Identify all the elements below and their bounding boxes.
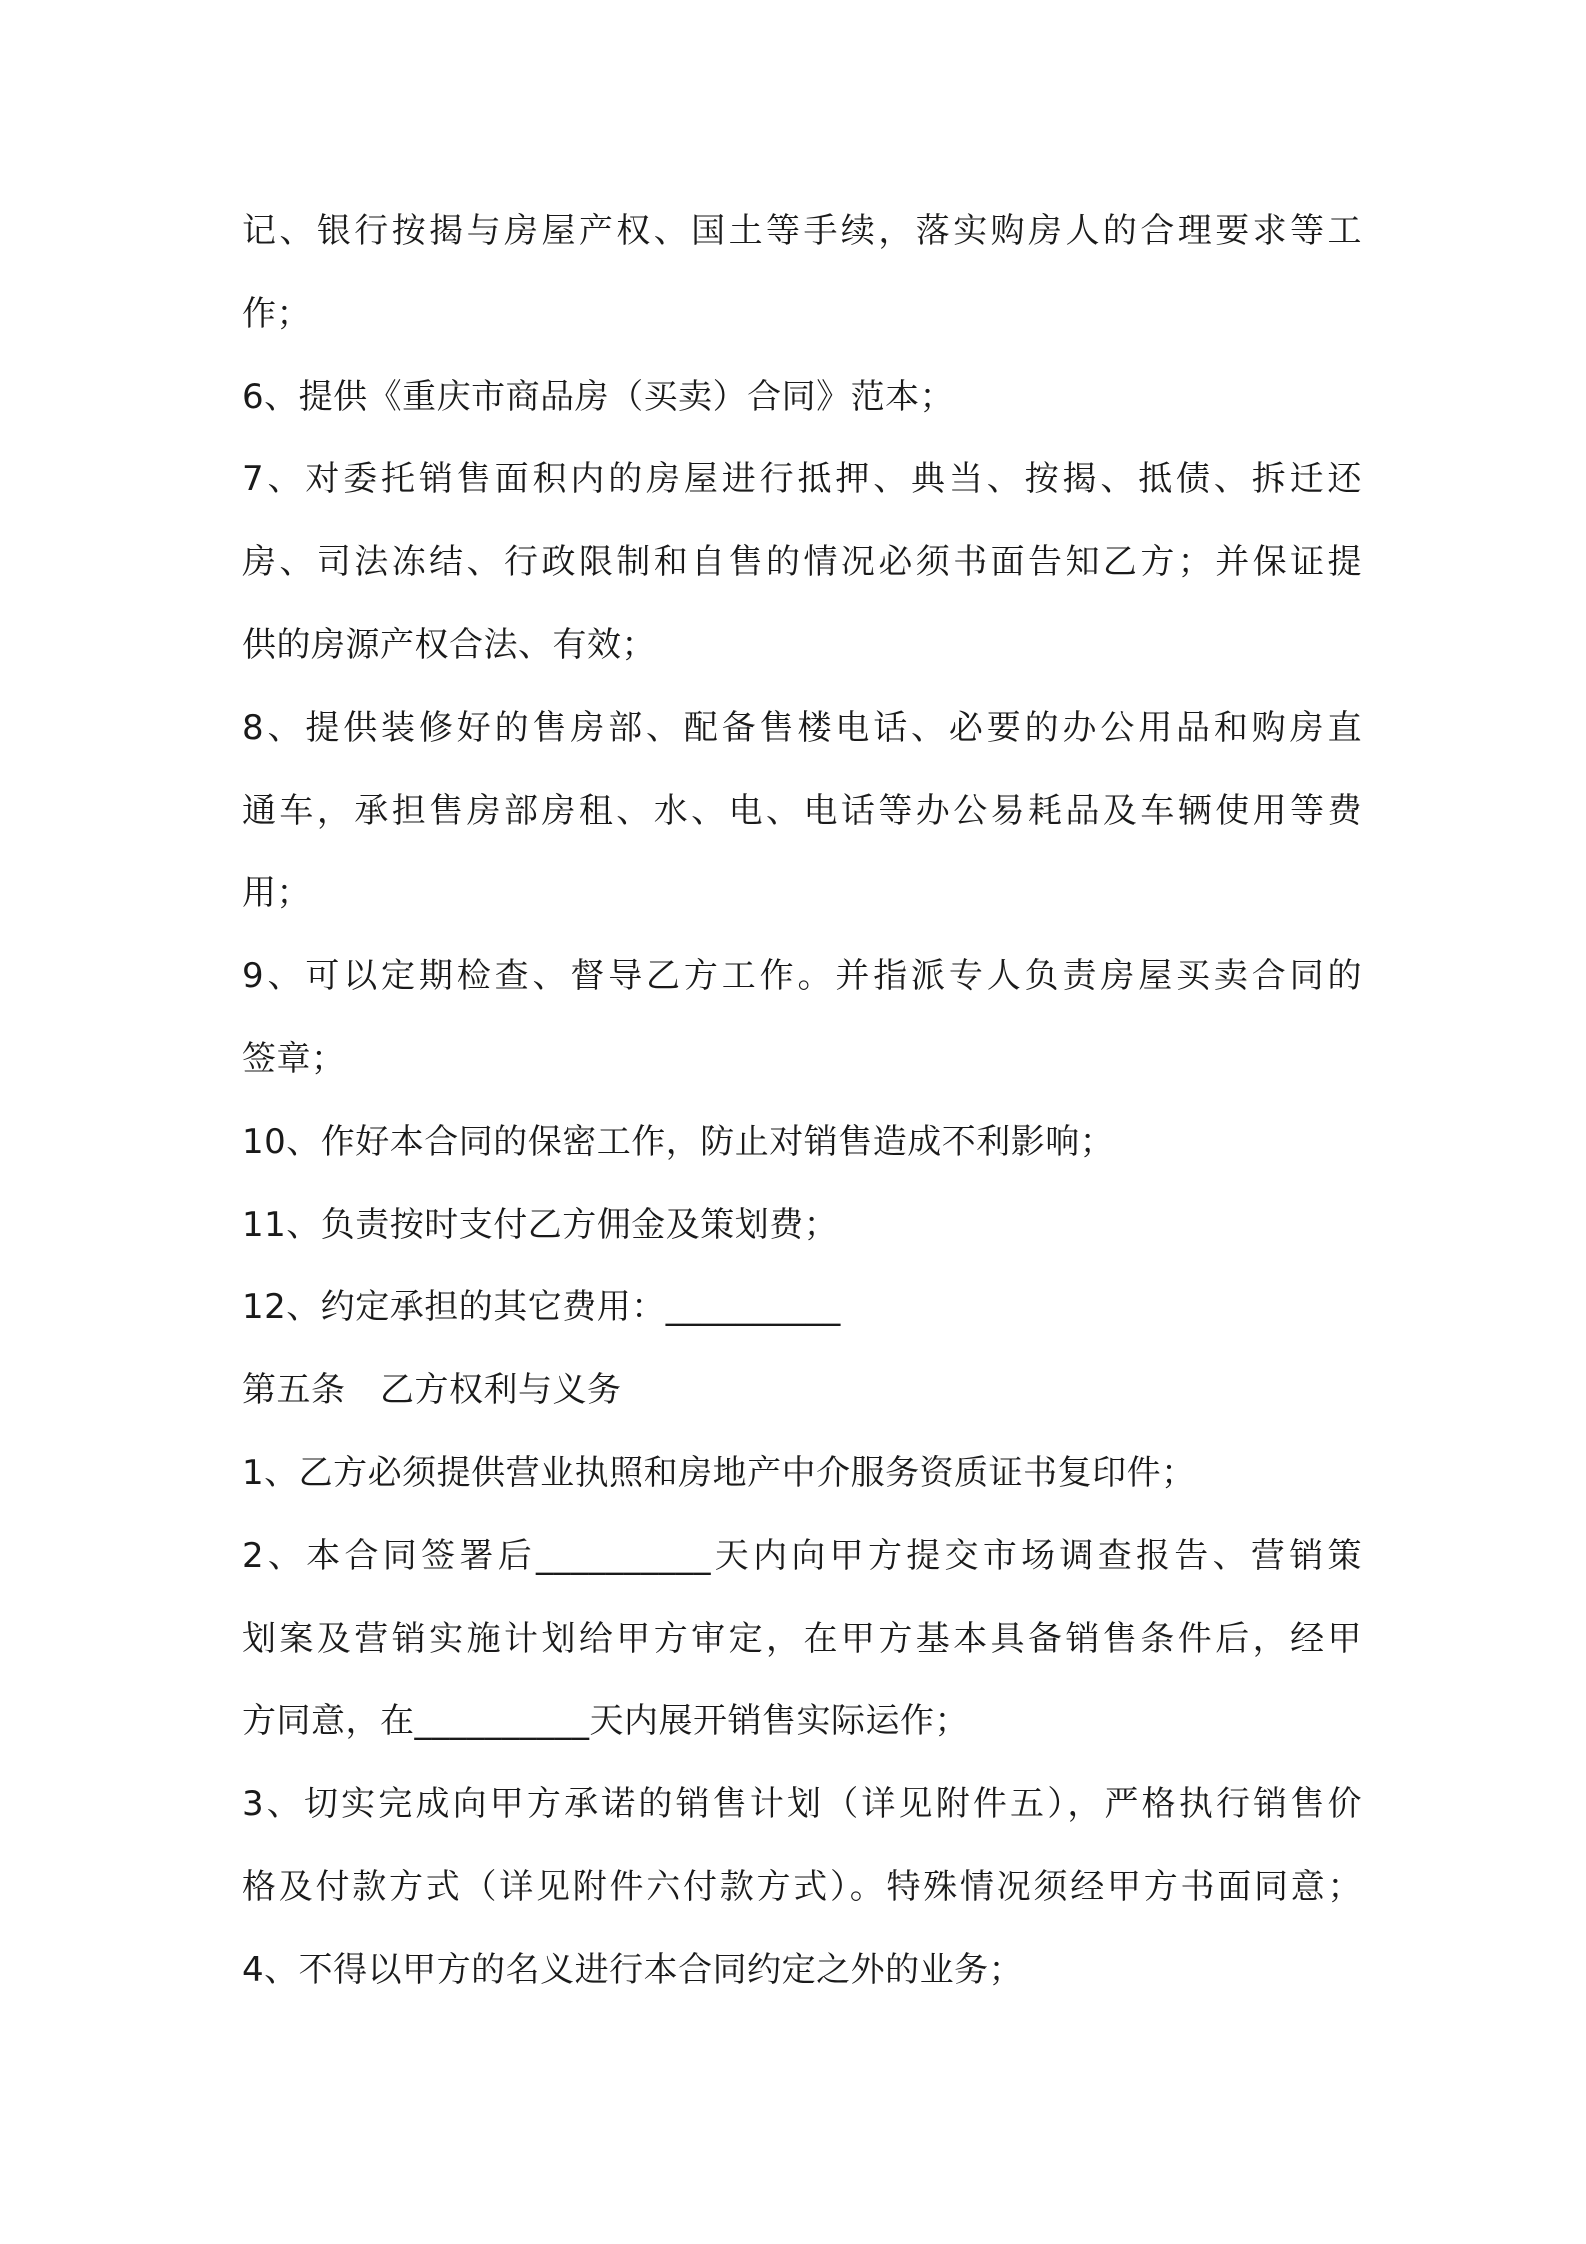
text-line: 签章；: [242, 1038, 346, 1079]
text-line: 6、提供《重庆市商品房（买卖）合同》范本；: [242, 376, 955, 417]
section-heading: 第五条 乙方权利与义务: [242, 1370, 622, 1411]
text-line: 房、司法冻结、行政限制和自售的情况必须书面告知乙方；并保证提: [242, 542, 1362, 583]
text-line: 划案及营销实施计划给甲方审定，在甲方基本具备销售条件后，经甲: [242, 1618, 1362, 1659]
text-line: 3、切实完成向甲方承诺的销售计划（详见附件五），严格执行销售价: [242, 1784, 1362, 1825]
text-line: 格及付款方式（详见附件六付款方式）。特殊情况须经甲方书面同意；: [242, 1866, 1362, 1907]
text-line: 7、对委托销售面积内的房屋进行抵押、典当、按揭、抵债、拆迁还: [242, 459, 1362, 500]
text-line: 记、银行按揭与房屋产权、国土等手续，落实购房人的合理要求等工: [242, 211, 1362, 251]
text-line: 2、本合同签署后__________天内向甲方提交市场调查报告、营销策: [242, 1535, 1362, 1576]
text-line: 1、乙方必须提供营业执照和房地产中介服务资质证书复印件；: [242, 1452, 1196, 1493]
text-line: 11、负责按时支付乙方佣金及策划费；: [242, 1204, 839, 1245]
text-line: 9、可以定期检查、督导乙方工作。并指派专人负责房屋买卖合同的: [242, 956, 1362, 997]
text-line: 方同意，在__________天内展开销售实际运作；: [242, 1701, 969, 1742]
text-line: 8、提供装修好的售房部、配备售楼电话、必要的办公用品和购房直: [242, 707, 1362, 748]
text-line: 10、作好本合同的保密工作，防止对销售造成不利影响；: [242, 1121, 1115, 1162]
text-line: 通车，承担售房部房租、水、电、电话等办公易耗品及车辆使用等费: [242, 790, 1362, 831]
text-line: 用；: [242, 873, 311, 914]
text-line: 12、约定承担的其它费用：__________: [242, 1287, 841, 1328]
text-line: 4、不得以甲方的名义进行本合同约定之外的业务；: [242, 1949, 1024, 1990]
text-line: 供的房源产权合法、有效；: [242, 624, 656, 665]
text-line: 作；: [242, 293, 311, 334]
document-body: [242, 190, 1362, 2012]
